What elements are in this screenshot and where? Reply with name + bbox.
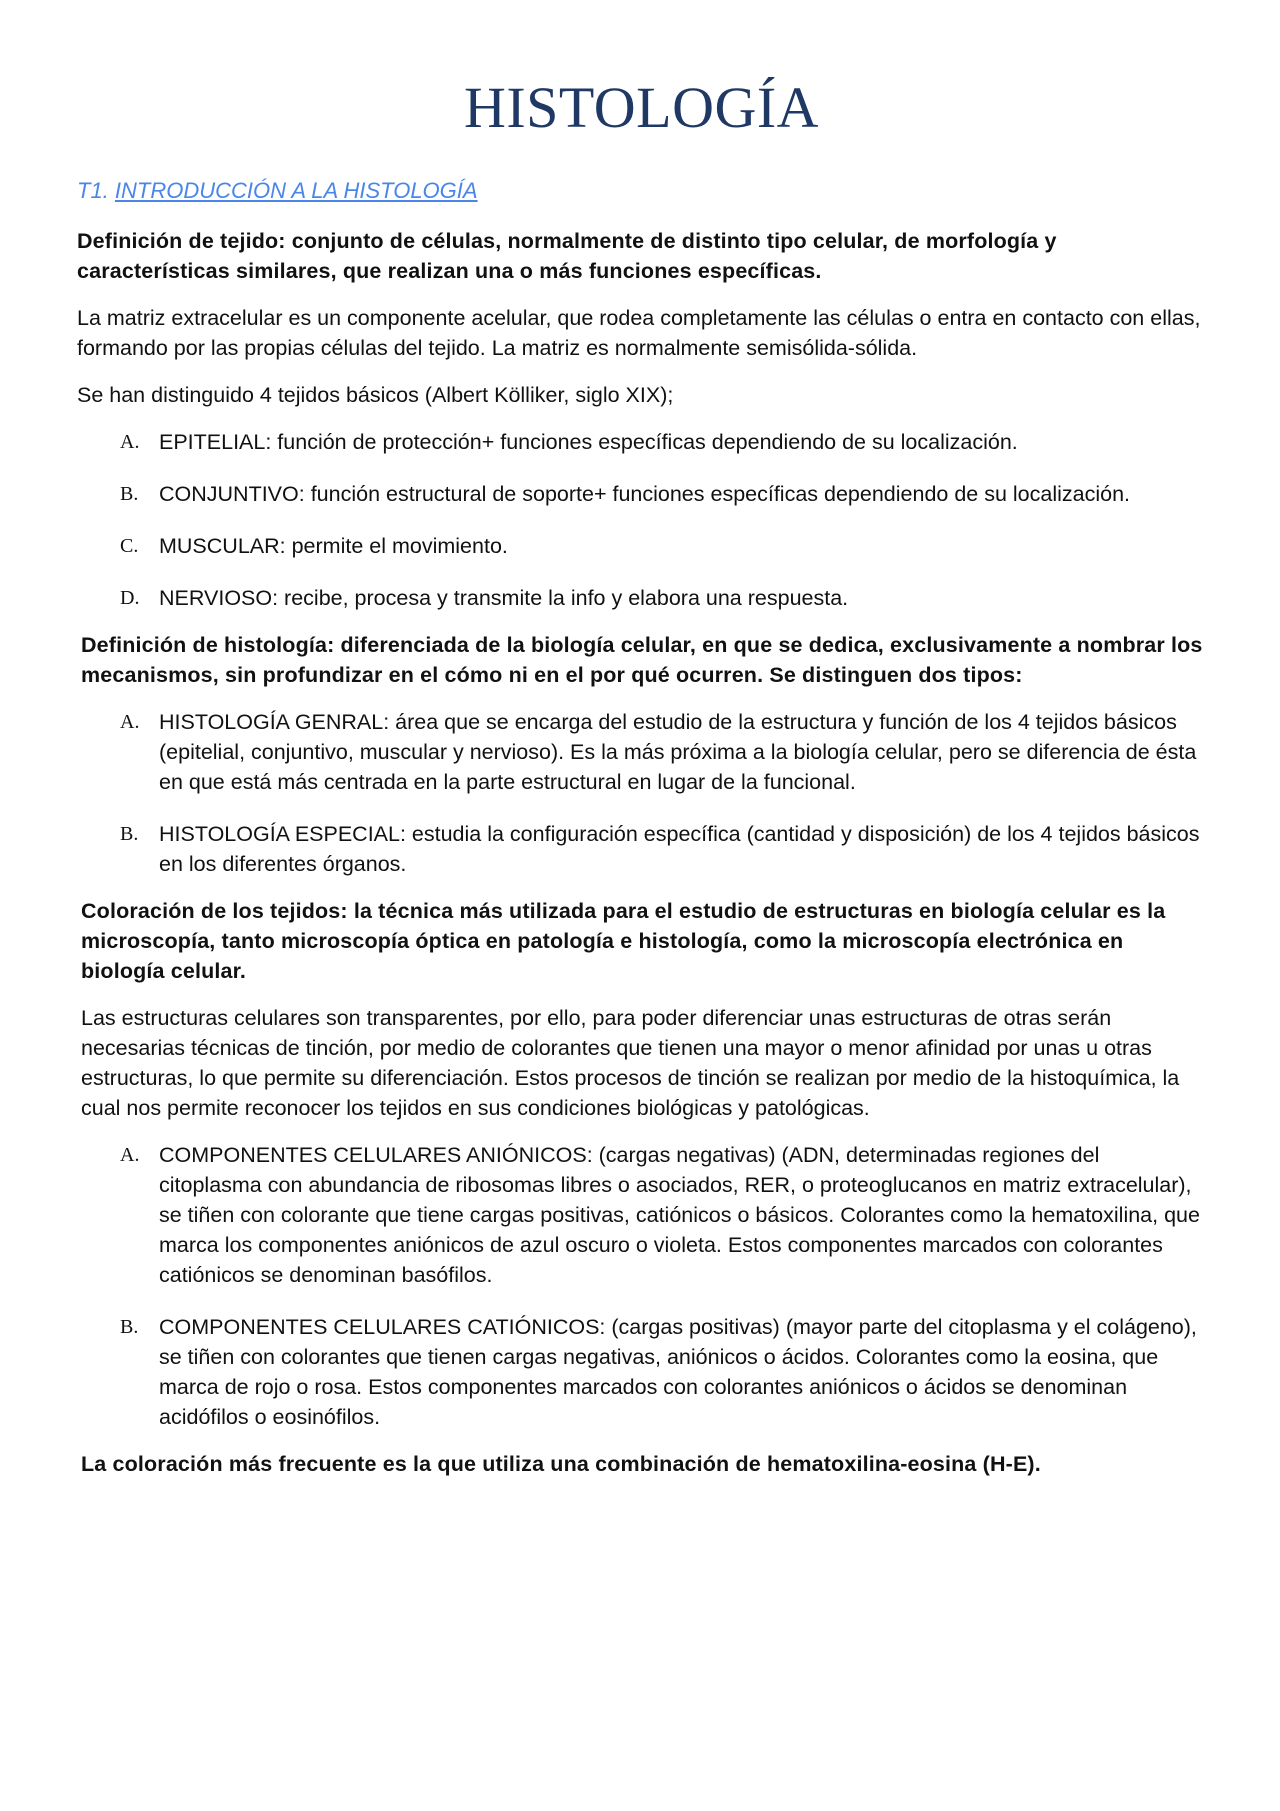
list-item [77,583,1206,613]
histology-types-list [77,707,1206,879]
list-item-text: COMPONENTES CELULARES CATIÓNICOS: (cargas positivas) (mayor parte del citoplasma y el colágeno), se tiñen con colorantes que tienen cargas negativas, aniónicos o ácidos. Colorantes como la eosina, que marca de rojo o rosa. Estos componentes marcados con colorantes aniónicos o ácidos se denominan acidófilos o eosinófilos. [159,1315,1197,1429]
list-marker: C. [120,535,139,557]
basic-tissues-list [77,427,1206,613]
list-item [77,531,1206,561]
list-item-text: CONJUNTIVO: función estructural de soporte+ funciones específicas dependiendo de su localización. [159,482,1131,506]
staining-definition: Coloración de los tejidos: la técnica más utilizada para el estudio de estructuras en biología celular es la microscopía, tanto microscopía óptica en patología e histología, como la microscopía electrónica en biología celular. [81,899,1166,983]
list-item-text: MUSCULAR: permite el movimiento. [159,534,508,558]
cellular-components-list [77,1140,1206,1432]
list-marker: A. [120,711,140,733]
list-marker: B. [120,483,139,505]
section-number: T1. [77,178,109,203]
matrix-paragraph: La matriz extracelular es un componente acelular, que rodea completamente las células o entra en contacto con ellas, formando por las propias células del tejido. La matriz es normalmente semisólida-sólida. [77,306,1201,360]
list-marker: A. [120,1144,140,1166]
list-item [77,1312,1206,1432]
list-marker: D. [120,587,140,609]
list-item-text: COMPONENTES CELULARES ANIÓNICOS: (cargas negativas) (ADN, determinadas regiones del citoplasma con abundancia de ribosomas libres o asociados, RER, o proteoglucanos en matriz extracelular), se tiñen con colorante que tiene cargas positivas, catiónicos o básicos. Colorantes como la hematoxilina, que marca los componentes aniónicos de azul oscuro o violeta. Estos componentes marcados con colorantes catiónicos se denominan basófilos. [159,1143,1200,1287]
staining-paragraph: Las estructuras celulares son transparentes, por ello, para poder diferenciar unas estructuras de otras serán necesarias técnicas de tinción, por medio de colorantes que tienen una mayor o menor afinidad por unas u otras estructuras, lo que permite su diferenciación. Estos procesos de tinción se realizan por medio de la histoquímica, la cual nos permite reconocer los tejidos en sus condiciones biológicas y patológicas. [81,1006,1180,1120]
page-title: HISTOLOGÍA [463,75,820,140]
list-marker: B. [120,1316,139,1338]
final-statement: La coloración más frecuente es la que utiliza una combinación de hematoxilina-eosina (H-E). [81,1452,1041,1476]
basic-tissues-intro: Se han distinguido 4 tejidos básicos (Albert Kölliker, siglo XIX); [77,383,674,407]
section-title-link[interactable]: INTRODUCCIÓN A LA HISTOLOGÍA [114,178,478,203]
list-item [77,1140,1206,1290]
list-item [77,427,1206,457]
list-item [77,707,1206,797]
tissue-definition: Definición de tejido: conjunto de células, normalmente de distinto tipo celular, de morfología y características similares, que realizan una o más funciones específicas. [77,229,1057,283]
list-item-text: HISTOLOGÍA ESPECIAL: estudia la configuración específica (cantidad y disposición) de los 4 tejidos básicos en los diferentes órganos. [159,822,1200,876]
list-marker: A. [120,431,140,453]
list-marker: B. [120,823,139,845]
list-item [77,819,1206,879]
list-item-text: EPITELIAL: función de protección+ funciones específicas dependiendo de su localización. [159,430,1018,454]
list-item-text: HISTOLOGÍA GENRAL: área que se encarga del estudio de la estructura y función de los 4 tejidos básicos (epitelial, conjuntivo, muscular y nervioso). Es la más próxima a la biología celular, pero se diferencia de ésta en que está más centrada en la parte estructural en lugar de la funcional. [159,710,1197,794]
list-item [77,479,1206,509]
list-item-text: NERVIOSO: recibe, procesa y transmite la info y elabora una respuesta. [159,586,849,610]
section-heading [77,176,1206,206]
histology-definition: Definición de histología: diferenciada de la biología celular, en que se dedica, exclusivamente a nombrar los mecanismos, sin profundizar en el cómo ni en el por qué ocurren. Se distinguen dos tipos: [81,633,1203,687]
